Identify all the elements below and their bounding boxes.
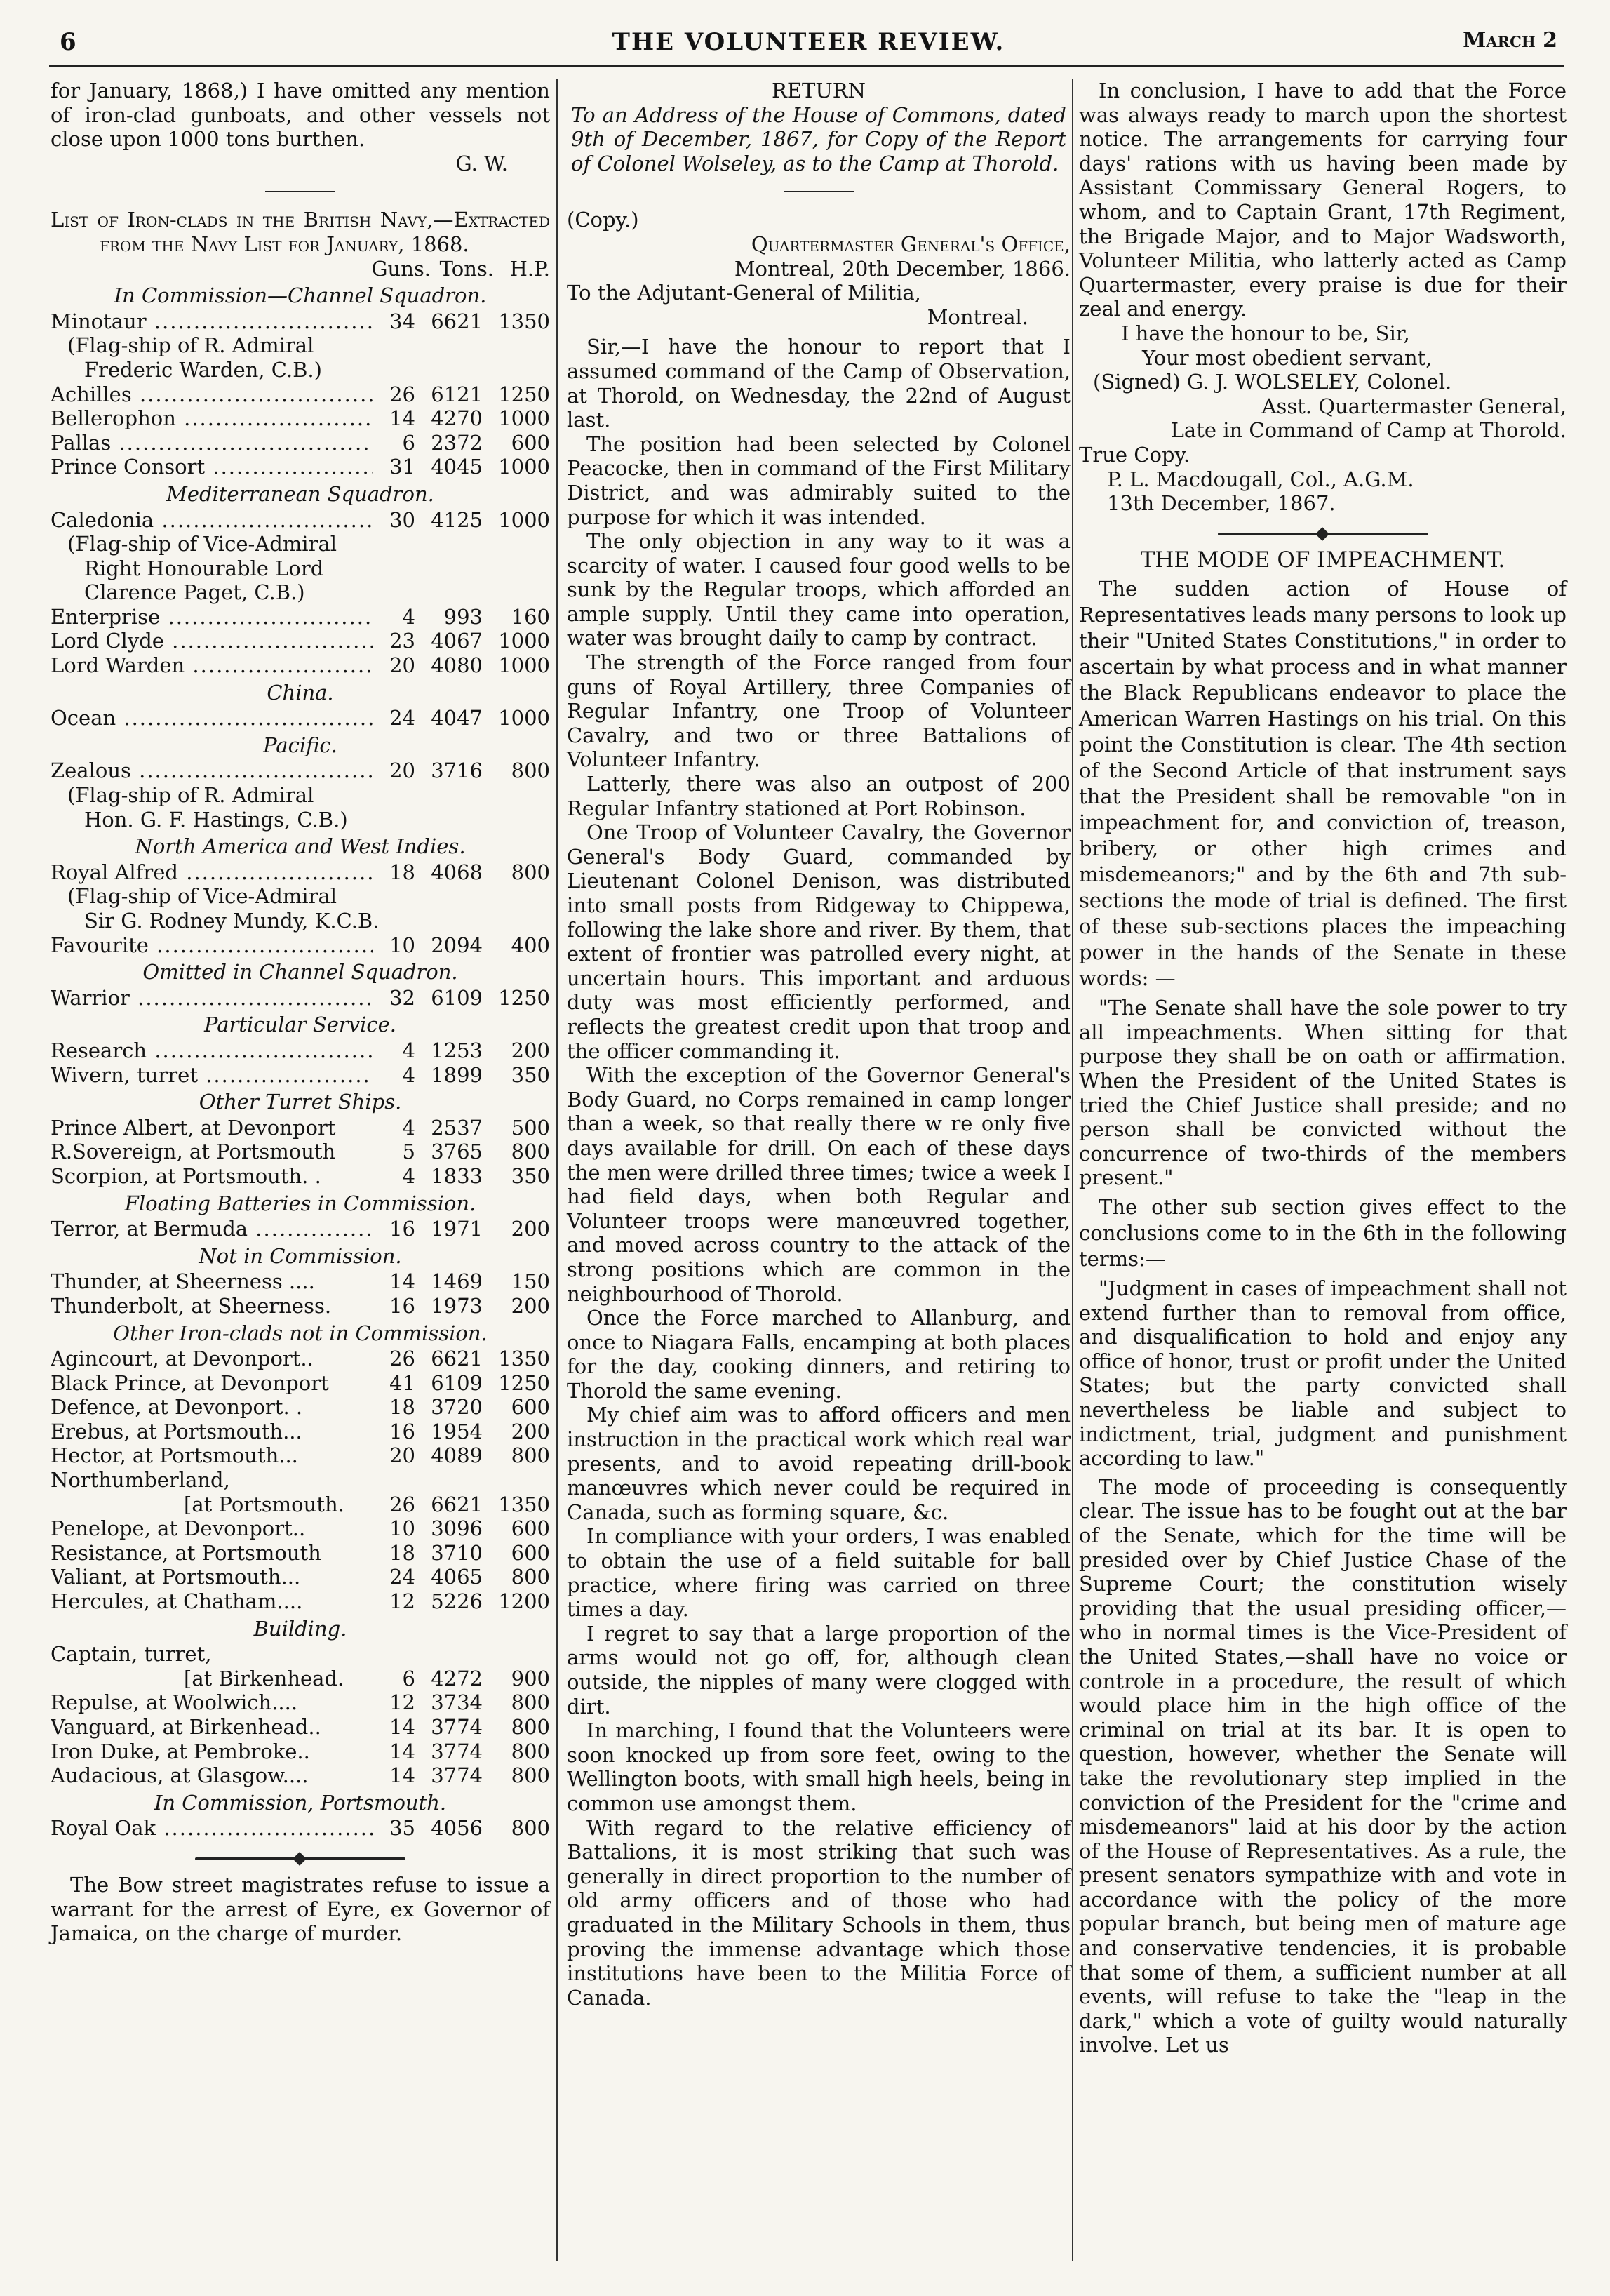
flagship-note: (Flag-ship of R. Admiral (67, 333, 314, 358)
ship-hp: 350 (511, 1163, 550, 1188)
ship-guns: 4 (402, 1115, 415, 1140)
ironclad-table (51, 257, 550, 1841)
ship-guns: 34 (389, 309, 415, 333)
ship-hp: 800 (511, 1565, 550, 1589)
ship-name: Minotaur ..... (51, 309, 373, 334)
ship-row (51, 1763, 550, 1788)
squadron-heading: Other Iron-clads not in Commission. (113, 1321, 488, 1345)
ship-hp: 1000 (498, 455, 550, 479)
ship-guns: 35 (389, 1816, 415, 1841)
ship-hp: 600 (511, 1395, 550, 1420)
ship-name: Vanguard, at Birkenhead.. (51, 1715, 321, 1739)
ship-name: Scorpion, at Portsmouth. . (51, 1163, 321, 1188)
ship-tons: 1973 (431, 1293, 483, 1318)
ship-tons: 4068 (431, 860, 483, 884)
ship-name: R.Sovereign, at Portsmouth (51, 1140, 336, 1164)
ship-row (51, 1217, 550, 1241)
ship-guns: 12 (389, 1589, 415, 1614)
squadron-heading: Mediterranean Squadron. (166, 481, 434, 506)
ship-tons: 2094 (431, 933, 483, 957)
ship-guns: 4 (402, 1163, 415, 1188)
report-paragraph: Latterly, there was also an outpost of 200 Regular Infantry stationed at Port Robinson. (567, 772, 1071, 820)
flagship-note: (Flag-ship of Vice-Admiral (67, 532, 337, 556)
ship-row (51, 1140, 550, 1164)
ship-guns: 16 (389, 1293, 415, 1318)
rank-line: Asst. Quartermaster General, (1261, 394, 1567, 418)
honour-line: I have the honour to be, Sir, (1121, 321, 1410, 345)
article-quote: "The Senate shall have the sole power to try all impeachments. When sitting for that purpose they shall be on oath or affirmation. When the President of the United States is tried the Chief Justice shall preside; and no person shall be convicted without the concurrence of two-thirds of the members present." (1079, 996, 1567, 1190)
ship-name: Audacious, at Glasgow.... (51, 1763, 309, 1788)
ship-row (51, 605, 550, 629)
report-paragraph: Sir,—I have the honour to report that I assumed command of the Camp of Observation, at Thorold, on Wednesday, the 22nd of August last. (567, 335, 1071, 432)
article-paragraph: The sudden action of House of Representatives leads many persons to look up their "United States Constitutions," in order to ascertain by what process and in what manner the Black Republicans endeavor to place the American Warren Hastings on his trial. On this point the Constitution is clear. The 4th section of the Second Article of that instrument says that the President shall be removable "on in impeachment for, and conviction of, treason, bribery, or other high crimes and misdemeanors;" and by the 6th and 7th sub-sections the mode of trial is defined. The first of these sub-sections places the impeaching power in the hands of the Senate in these words: — (1079, 577, 1567, 991)
ship-tons: 3774 (431, 1763, 483, 1788)
ship-row (51, 986, 550, 1010)
ship-guns: 14 (389, 1715, 415, 1739)
article-paragraph: The mode of proceeding is consequently clear. The issue has to be fought out at the bar of the Senate, which for the time will be presided over by Chief Justice Chase of the Supreme Court; the constitution wisely providing that the usual presiding officer,—who in normal times is the Vice-President of the United States,—shall have no voice or controle in a procedure, the result of which would place him in the high office of the criminal on trial at its bar. It is open to question, however, whether the Senate will take the revolutionary step implied in the conviction of the President for the "crime and misdemeanors" laid at his door by the action of the House of Representatives. As a rule, the present senators sympathize with and vote in accordance with the policy of the more popular branch, but being men of mature age and conservative tendencies, it is probable that some of them, a sufficient number at all events, will refuse to take the "leap in the dark," which a vote of guilty would naturally involve. Let us (1079, 1474, 1567, 2057)
addressee-place: Montreal. (927, 305, 1028, 329)
ship-hp: 800 (511, 1715, 550, 1739)
ship-hp (483, 1468, 550, 1493)
ship-tons: 2372 (431, 430, 483, 455)
ship-guns: 41 (389, 1370, 415, 1395)
ship-guns: 12 (389, 1690, 415, 1715)
ship-tons: 4272 (431, 1666, 483, 1690)
ship-name: Defence, at Devonport. . (51, 1395, 303, 1420)
ship-name: Erebus, at Portsmouth... (51, 1419, 302, 1443)
ironclad-list-title: List of Iron-clads in the British Navy,—Extracted from the Navy List for January, 1868. (51, 208, 550, 256)
ship-tons: 4065 (431, 1565, 483, 1589)
closing-paragraph: The Bow street magistrates refuse to issue a warrant for the arrest of Eyre, ex Governor of Jamaica, on the charge of murder. (51, 1872, 550, 1946)
report-paragraph: The position had been selected by Colonel Peacocke, then in command of the First Military District, and was admirably suited to the purpose for which it was intended. (567, 432, 1071, 529)
ship-hp: 400 (511, 933, 550, 957)
table-header (51, 257, 550, 281)
ship-name: Prince Consort ..... (51, 455, 373, 479)
ship-tons: 6621 (431, 309, 483, 333)
ornamental-rule (1218, 533, 1428, 535)
ship-hp: 1000 (498, 507, 550, 532)
ship-tons: 6621 (431, 1492, 483, 1516)
section-rule (784, 191, 854, 192)
ship-name: Hector, at Portsmouth... (51, 1443, 298, 1468)
report-paragraph: I regret to say that a large proportion of the arms would not go off, for, although clean outside, the nipples of many were clogged with dirt. (567, 1621, 1071, 1718)
squadron-heading: North America and West Indies. (135, 834, 466, 859)
ship-guns: 5 (402, 1140, 415, 1164)
ship-tons: 3734 (431, 1690, 483, 1715)
ship-tons: 4047 (431, 706, 483, 730)
ship-row (51, 1347, 550, 1371)
late-command-line: Late in Command of Camp at Thorold. (1170, 418, 1567, 443)
ship-name: [at Portsmouth. (184, 1492, 344, 1516)
flagship-note: Clarence Paget, C.B.) (84, 580, 305, 605)
ship-hp: 1350 (498, 1347, 550, 1371)
ship-tons: 3774 (431, 1739, 483, 1763)
ship-guns: 10 (389, 1516, 415, 1541)
ship-tons: 5226 (431, 1589, 483, 1614)
ship-row (51, 309, 550, 334)
ship-name: Black Prince, at Devonport (51, 1370, 329, 1395)
ornamental-rule (195, 1857, 405, 1860)
ship-row (51, 1420, 550, 1444)
ship-row (51, 1493, 550, 1517)
header-rule (49, 65, 1564, 67)
ship-guns: 26 (389, 1347, 415, 1371)
ship-tons: 6621 (431, 1347, 483, 1371)
squadron-heading: Building. (253, 1616, 347, 1641)
ship-tons: 6121 (431, 382, 483, 406)
ship-row (51, 1039, 550, 1063)
ship-guns: 16 (389, 1419, 415, 1443)
ship-tons: 1954 (431, 1419, 483, 1443)
ship-row (51, 860, 550, 885)
ship-name: Valiant, at Portsmouth... (51, 1565, 301, 1589)
ship-name: Lord Warden ..... (51, 653, 373, 678)
ship-hp: 800 (511, 1763, 550, 1788)
issue-date: March 2 (1463, 28, 1557, 53)
ship-tons: 4270 (431, 406, 483, 431)
ship-row (51, 431, 550, 455)
flagship-note: Right Honourable Lord (84, 556, 324, 580)
ship-hp: 160 (511, 604, 550, 629)
ship-row (51, 1715, 550, 1740)
report-paragraph: The only objection in any way to it was a scarcity of water. I caused four good wells to be sunk by the Regular troops, which afforded an ample supply. Until they came into operation, water was brought daily to camp by contract. (567, 529, 1071, 650)
ship-tons: 3716 (431, 759, 483, 783)
ship-row (51, 1164, 550, 1189)
ship-guns: 10 (389, 933, 415, 957)
ship-guns: 14 (389, 406, 415, 431)
ship-hp: 350 (511, 1062, 550, 1087)
report-paragraph: One Troop of Volunteer Cavalry, the Governor General's Body Guard, commanded by Lieutenant Colonel Denison, was distributed into small posts from Ridgeway to Chippewa, following the lake shore and river. By them, that extent of frontier was patrolled every night, at uncertain hours. This important and arduous duty was most efficiently performed, and reflects the greatest credit upon that troop and the officer commanding it. (567, 820, 1071, 1063)
ship-name: Favourite ..... (51, 933, 373, 958)
ship-hp: 1350 (498, 309, 550, 333)
ship-tons: 4045 (431, 455, 483, 479)
report-paragraph: My chief aim was to afford officers and men instruction in the practical work which real war presents, and to avoid repeating drill-book manœuvres which never could be required in Canada, such as forming square, &c. (567, 1403, 1071, 1524)
ship-name: Caledonia ..... (51, 508, 373, 533)
ship-tons: 6109 (431, 985, 483, 1010)
ship-name: Thunder, at Sheerness .... (51, 1269, 315, 1294)
report-paragraph: In marching, I found that the Volunteers were soon knocked up from sore feet, owing to the Wellington boots, with small high heels, being in common use amongst them. (567, 1718, 1071, 1815)
ship-name: Repulse, at Woolwich.... (51, 1690, 298, 1715)
column-divider (556, 79, 558, 2261)
ship-row (51, 1541, 550, 1566)
ship-guns: 6 (402, 1666, 415, 1690)
ship-hp: 1000 (498, 653, 550, 678)
ship-hp: 150 (511, 1269, 550, 1294)
office-line: Quartermaster General's Office, (751, 232, 1071, 256)
ship-row (51, 759, 550, 783)
ship-guns: 31 (389, 455, 415, 479)
ship-name: Wivern, turret ..... (51, 1063, 373, 1088)
ship-row (51, 1269, 550, 1294)
ship-hp: 800 (511, 1690, 550, 1715)
return-title: RETURN (772, 79, 866, 102)
ship-name: Prince Albert, at Devonport (51, 1115, 336, 1140)
ship-tons: 4080 (431, 653, 483, 678)
ship-row (51, 1116, 550, 1140)
ship-row (51, 406, 550, 431)
ship-guns: 4 (402, 1062, 415, 1087)
report-paragraph: The strength of the Force ranged from four guns of Royal Artillery, three Companies of Regular Infantry, one Troop of Volunteer Cavalry, and two or three Battalions of Volunteer Infantry. (567, 650, 1071, 772)
squadron-heading: Other Turret Ships. (199, 1090, 402, 1114)
ship-tons: 4125 (431, 507, 483, 532)
report-paragraph: In compliance with your orders, I was enabled to obtain the use of a field suitable for ball practice, where firing was carried on three times a day. (567, 1524, 1071, 1622)
ship-hp: 1250 (498, 382, 550, 406)
ship-guns: 16 (389, 1217, 415, 1241)
ship-row (51, 1371, 550, 1396)
ship-hp: 600 (511, 1516, 550, 1541)
ship-tons: 1971 (431, 1217, 483, 1241)
ship-guns: 30 (389, 507, 415, 532)
ship-name: Enterprise ..... (51, 605, 373, 629)
flagship-note: (Flag-ship of R. Admiral (67, 783, 314, 808)
macdougall-line: P. L. Macdougall, Col., A.G.M. (1107, 467, 1414, 491)
ship-name: Resistance, at Portsmouth (51, 1540, 321, 1565)
ship-hp: 800 (511, 759, 550, 783)
flagship-note: Hon. G. F. Hastings, C.B.) (84, 807, 348, 832)
ship-row (51, 1443, 550, 1468)
ship-guns: 24 (389, 706, 415, 730)
ship-guns: 4 (402, 604, 415, 629)
ship-row (51, 1395, 550, 1420)
ship-guns: 18 (389, 860, 415, 884)
ship-hp: 800 (511, 860, 550, 884)
column-middle (567, 79, 1071, 2010)
squadron-heading: China. (267, 680, 334, 705)
ship-row (51, 1690, 550, 1715)
intro-signature: G. W. (455, 151, 508, 175)
ship-row (51, 629, 550, 653)
signed-line: (Signed) G. J. WOLSELEY, Colonel. (1093, 370, 1452, 394)
ship-name: Warrior ..... (51, 986, 373, 1010)
col-head-guns: Guns. (371, 256, 431, 281)
ship-hp: 1000 (498, 629, 550, 653)
ship-tons: 3710 (431, 1540, 483, 1565)
ship-row (51, 706, 550, 730)
ship-hp: 800 (511, 1140, 550, 1164)
ship-hp: 900 (511, 1666, 550, 1690)
ship-tons: 3720 (431, 1395, 483, 1420)
ship-tons: 1253 (431, 1038, 483, 1062)
ship-name: Hercules, at Chatham.... (51, 1589, 303, 1614)
ship-hp: 600 (511, 430, 550, 455)
flagship-note: Frederic Warden, C.B.) (84, 357, 322, 382)
squadron-heading: Omitted in Channel Squadron. (142, 960, 458, 985)
flagship-note: (Flag-ship of Vice-Admiral (67, 884, 337, 909)
article-quote: "Judgment in cases of impeachment shall not extend further than to removal from office, and disqualification to hold and enjoy any office of honor, trust or profit under the United States; but the party convicted shall nevertheless be liable and subject to indictment, trial, judgment and punishment according to law." (1079, 1276, 1567, 1471)
ship-name: Thunderbolt, at Sheerness. (51, 1293, 332, 1318)
ship-guns: 18 (389, 1540, 415, 1565)
ship-hp: 800 (511, 1739, 550, 1763)
report-paragraph: With the exception of the Governor General's Body Guard, no Corps remained in camp longer than a week, so that really there w re only five days available for drill. On each of these days the men were drilled three times; twice a week I had field days, when both Regular and Volunteer troops were manœuvred together, and moved across country to the attack of the strong positions which are common in the neighbourhood of Thorold. (567, 1063, 1071, 1306)
ship-guns: 14 (389, 1739, 415, 1763)
ship-tons: 6109 (431, 1370, 483, 1395)
ship-guns: 26 (389, 382, 415, 406)
ship-tons: 1833 (431, 1163, 483, 1188)
report-paragraph: With regard to the relative efficiency of Battalions, it is most striking that such was generally in direct proportion to the number of old army officers and of those who had graduated in the Military Schools in them, thus proving the immense advantage which those institutions have been to the Militia Force of Canada. (567, 1815, 1071, 2010)
ship-guns: 4 (402, 1038, 415, 1062)
return-subtitle: To an Address of the House of Commons, dated 9th of December, 1867, for Copy of the Report of Colonel Wolseley, as to the Camp at Thorold. (571, 102, 1066, 175)
ship-row (51, 382, 550, 407)
ship-row (51, 933, 550, 958)
ship-tons: 4056 (431, 1816, 483, 1841)
squadron-heading: Particular Service. (203, 1013, 397, 1037)
ship-guns: 20 (389, 1443, 415, 1468)
ship-row (51, 1468, 550, 1493)
ship-tons: 3765 (431, 1140, 483, 1164)
ship-tons: 1899 (431, 1062, 483, 1087)
ship-name: Achilles ..... (51, 382, 373, 407)
ship-name: Captain, turret, (51, 1642, 212, 1667)
true-copy-line: True Copy. (1079, 442, 1190, 467)
ship-row (51, 1740, 550, 1764)
ship-name: Agincourt, at Devonport.. (51, 1347, 314, 1371)
ship-guns: 20 (389, 759, 415, 783)
ship-row (51, 1294, 550, 1319)
ship-row (51, 1816, 550, 1841)
addressee-line: To the Adjutant-General of Militia, (567, 281, 921, 305)
ship-tons: 3096 (431, 1516, 483, 1541)
ship-name: Royal Oak ..... (51, 1816, 373, 1841)
ship-name: Terror, at Bermuda ..... (51, 1217, 373, 1241)
report-paragraph: Once the Force marched to Allanburg, and once to Niagara Falls, encamping at both places for the day, cooking dinners, and retiring to Thorold the same evening. (567, 1306, 1071, 1403)
ship-row (51, 1589, 550, 1614)
ship-name: Iron Duke, at Pembroke.. (51, 1739, 310, 1763)
ship-hp (483, 1642, 550, 1667)
ship-name: Research ..... (51, 1039, 373, 1063)
ship-row (51, 1565, 550, 1589)
ship-name: [at Birkenhead. (184, 1666, 344, 1690)
ship-row (51, 1642, 550, 1667)
ship-row (51, 1516, 550, 1541)
ship-row (51, 1063, 550, 1088)
ship-hp: 200 (511, 1293, 550, 1318)
masthead-title: THE VOLUNTEER REVIEW. (612, 28, 1005, 56)
ship-guns: 18 (389, 1395, 415, 1420)
ship-guns: 14 (389, 1269, 415, 1294)
squadron-heading: Not in Commission. (199, 1243, 402, 1268)
ship-guns: 14 (389, 1763, 415, 1788)
ship-tons: 993 (443, 604, 483, 629)
ship-name: Zealous ..... (51, 759, 373, 783)
article-title: THE MODE OF IMPEACHMENT. (1140, 547, 1505, 573)
ship-hp: 200 (511, 1038, 550, 1062)
squadron-heading: Pacific. (263, 733, 337, 757)
ship-name: Penelope, at Devonport.. (51, 1516, 306, 1541)
ship-guns: 24 (389, 1565, 415, 1589)
copy-label: (Copy.) (567, 208, 639, 232)
copy-date-line: 13th December, 1867. (1107, 491, 1336, 516)
place-date-line: Montreal, 20th December, 1866. (734, 256, 1071, 281)
ship-hp: 600 (511, 1540, 550, 1565)
ship-tons: 2537 (431, 1115, 483, 1140)
ship-hp: 1000 (498, 706, 550, 730)
page-number: 6 (60, 28, 76, 56)
ship-guns: 26 (389, 1492, 415, 1516)
ship-name: Royal Alfred ..... (51, 860, 373, 885)
page-header (60, 28, 1557, 63)
ship-name: Bellerophon ..... (51, 406, 373, 431)
ship-name: Lord Clyde ..... (51, 629, 373, 653)
intro-paragraph: for January, 1868,) I have omitted any mention of iron-clad gunboats, and other vessels not close upon 1000 tons burthen. (51, 79, 550, 152)
squadron-heading: In Commission, Portsmouth. (154, 1790, 447, 1815)
ship-hp: 1350 (498, 1492, 550, 1516)
column-right (1079, 79, 1567, 2057)
ship-row (51, 653, 550, 678)
ship-hp: 500 (511, 1115, 550, 1140)
ship-row (51, 1667, 550, 1691)
ship-name: Northumberland, (51, 1468, 230, 1493)
squadron-heading: Floating Batteries in Commission. (124, 1191, 476, 1215)
ship-guns (373, 1642, 415, 1667)
column-divider (1072, 79, 1073, 2261)
ship-name: Ocean ..... (51, 706, 373, 730)
ship-guns (373, 1468, 415, 1493)
section-rule (265, 191, 335, 192)
conclusion-paragraph: In conclusion, I have to add that the Force was always ready to march upon the shortest notice. The arrangements for carrying four days' rations with us having been made by Assistant Commissary General Rogers, to whom, and to Captain Grant, 17th Regiment, the Brigade Major, and to Major Wadsworth, Volunteer Militia, who latterly acted as Camp Quartermaster, every praise is due for their zeal and energy. (1079, 79, 1567, 321)
col-head-hp: H.P. (509, 256, 550, 281)
ship-hp: 1200 (498, 1589, 550, 1614)
ship-row (51, 508, 550, 533)
ship-name: Pallas ..... (51, 431, 373, 455)
article-paragraph: The other sub section gives effect to the conclusions come to in the 6th in the following terms:— (1079, 1195, 1567, 1272)
squadron-heading: In Commission—Channel Squadron. (114, 283, 487, 308)
ship-tons: 4067 (431, 629, 483, 653)
report-body (567, 335, 1071, 2010)
column-left (51, 79, 550, 1946)
ship-tons (415, 1468, 483, 1493)
ship-guns: 20 (389, 653, 415, 678)
ship-guns: 23 (389, 629, 415, 653)
col-head-tons: Tons. (439, 256, 494, 281)
ship-hp: 200 (511, 1217, 550, 1241)
ship-hp: 200 (511, 1419, 550, 1443)
ship-tons: 4089 (431, 1443, 483, 1468)
servant-line: Your most obedient servant, (1142, 345, 1433, 370)
ship-tons: 3774 (431, 1715, 483, 1739)
ship-tons: 1469 (431, 1269, 483, 1294)
ship-hp: 1000 (498, 406, 550, 431)
ship-hp: 800 (511, 1816, 550, 1841)
ship-hp: 800 (511, 1443, 550, 1468)
ship-tons (415, 1642, 483, 1667)
ship-guns: 32 (389, 985, 415, 1010)
ship-hp: 1250 (498, 1370, 550, 1395)
ship-hp: 1250 (498, 985, 550, 1010)
ship-guns: 6 (402, 430, 415, 455)
flagship-note: Sir G. Rodney Mundy, K.C.B. (84, 909, 380, 933)
ship-row (51, 455, 550, 479)
